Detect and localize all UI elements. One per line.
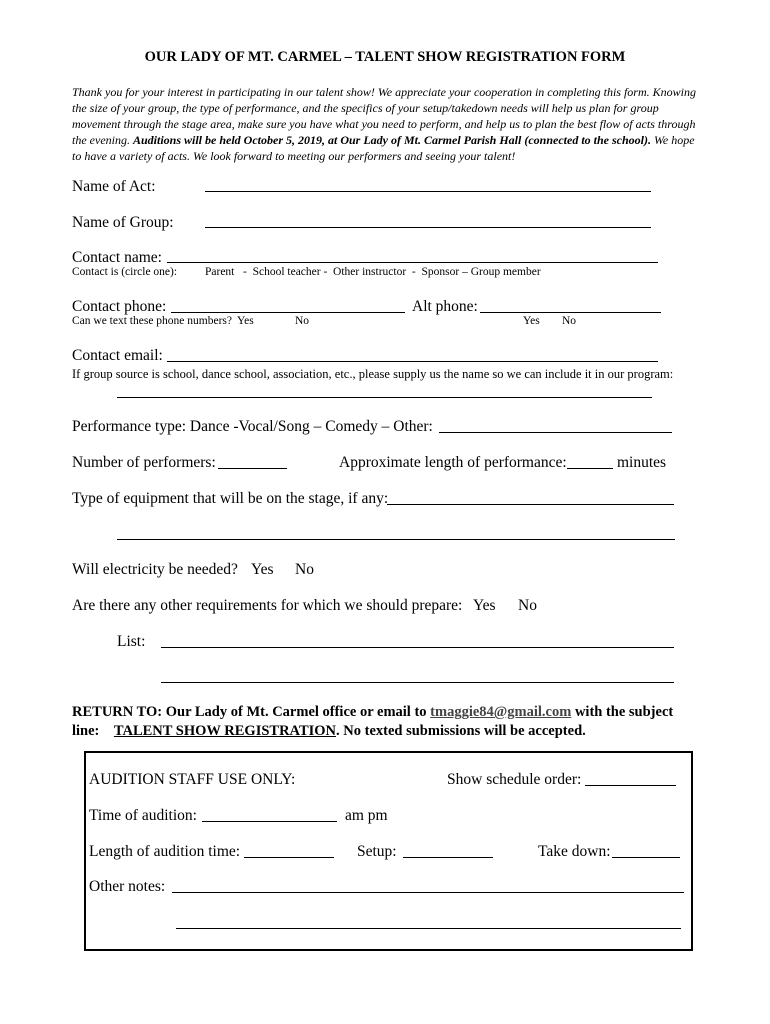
take-down-field[interactable] bbox=[612, 857, 680, 858]
group-source-note: If group source is school, dance school, association, etc., please supply us the name so we can include it in our program: bbox=[72, 367, 674, 381]
time-of-audition-field[interactable] bbox=[202, 821, 337, 822]
contact-role-options[interactable]: Parent - School teacher - Other instructor - Sponsor – Group member bbox=[205, 266, 541, 278]
length-of-audition-field[interactable] bbox=[244, 857, 334, 858]
other-notes-label: Other notes: bbox=[89, 878, 166, 895]
intro-paragraph bbox=[72, 84, 704, 164]
return-email-link[interactable]: tmaggie84@gmail.com bbox=[430, 704, 572, 720]
alt-phone-label: Alt phone: bbox=[412, 298, 478, 315]
contact-text-yes[interactable]: Yes bbox=[237, 315, 254, 327]
equipment-field[interactable] bbox=[387, 504, 674, 505]
alt-phone-field[interactable] bbox=[480, 312, 661, 313]
list-field-2[interactable] bbox=[161, 682, 674, 683]
name-of-group-field[interactable] bbox=[205, 227, 651, 228]
list-field[interactable] bbox=[161, 647, 674, 648]
other-notes-field-2[interactable] bbox=[176, 928, 681, 929]
return-instructions bbox=[72, 703, 712, 741]
performance-other-field[interactable] bbox=[439, 432, 672, 433]
text-question: Can we text these phone numbers? bbox=[72, 315, 232, 327]
form-title: OUR LADY OF MT. CARMEL – TALENT SHOW REGISTRATION FORM bbox=[144, 49, 626, 65]
time-of-audition-label: Time of audition: bbox=[89, 807, 197, 824]
list-label: List: bbox=[117, 633, 146, 650]
other-requirements-no[interactable]: No bbox=[518, 597, 537, 614]
return-middle: with the subject line: bbox=[72, 704, 674, 739]
group-source-field[interactable] bbox=[117, 397, 652, 398]
contact-name-label: Contact name: bbox=[72, 249, 162, 266]
subject-line: TALENT SHOW REGISTRATION bbox=[113, 723, 337, 739]
equipment-label: Type of equipment that will be on the stage, if any: bbox=[72, 490, 389, 507]
performance-type-label: Performance type: Dance -Vocal/Song – Comedy – Other: bbox=[72, 418, 433, 435]
name-of-group-label: Name of Group: bbox=[72, 214, 174, 231]
number-of-performers-field[interactable] bbox=[218, 468, 287, 469]
contact-email-label: Contact email: bbox=[72, 347, 163, 364]
staff-heading: AUDITION STAFF USE ONLY: bbox=[89, 771, 296, 788]
contact-text-no[interactable]: No bbox=[295, 315, 310, 327]
other-requirements-yes[interactable]: Yes bbox=[473, 597, 496, 614]
audition-info: Auditions will be held October 5, 2019, at Our Lady of Mt. Carmel Parish Hall (connected to the school). bbox=[132, 133, 651, 147]
electricity-yes[interactable]: Yes bbox=[251, 561, 274, 578]
am-pm-options[interactable]: am pm bbox=[345, 807, 388, 824]
contact-name-field[interactable] bbox=[167, 262, 658, 263]
equipment-field-2[interactable] bbox=[117, 539, 675, 540]
approx-length-label: Approximate length of performance: bbox=[339, 454, 567, 471]
name-of-act-label: Name of Act: bbox=[72, 178, 156, 195]
electricity-no[interactable]: No bbox=[295, 561, 314, 578]
alt-text-no[interactable]: No bbox=[562, 315, 577, 327]
intro-text: Thank you for your interest in participating in our talent show! We appreciate your cooperation in completing this form. Knowing the size of your group, the type of performance, and the specifics of your setup/takedown needs will help us plan for group movement through the stage area, make sure you have what you need to perform, and help us to plan the best flow of acts through the evening. bbox=[72, 85, 696, 147]
show-order-label: Show schedule order: bbox=[447, 771, 582, 788]
show-order-field[interactable] bbox=[585, 785, 676, 786]
length-of-audition-label: Length of audition time: bbox=[89, 843, 241, 860]
setup-label: Setup: bbox=[357, 843, 397, 860]
alt-text-yes[interactable]: Yes bbox=[523, 315, 540, 327]
contact-is-label: Contact is (circle one): bbox=[72, 266, 178, 278]
return-suffix: . No texted submissions will be accepted. bbox=[336, 723, 586, 739]
take-down-label: Take down: bbox=[538, 843, 611, 860]
contact-email-field[interactable] bbox=[167, 361, 658, 362]
other-notes-field[interactable] bbox=[172, 892, 684, 893]
electricity-label: Will electricity be needed? bbox=[72, 561, 238, 578]
intro-closing: We hope to have a variety of acts. We look forward to meeting our performers and seeing your talent! bbox=[72, 133, 695, 163]
contact-phone-field[interactable] bbox=[171, 312, 405, 313]
number-of-performers-label: Number of performers: bbox=[72, 454, 216, 471]
name-of-act-field[interactable] bbox=[205, 191, 651, 192]
return-prefix: RETURN TO: Our Lady of Mt. Carmel office or email to bbox=[72, 704, 431, 720]
setup-field[interactable] bbox=[403, 857, 493, 858]
contact-phone-label: Contact phone: bbox=[72, 298, 167, 315]
approx-length-field[interactable] bbox=[567, 468, 613, 469]
other-requirements-label: Are there any other requirements for which we should prepare: bbox=[72, 597, 463, 614]
minutes-label: minutes bbox=[617, 454, 667, 471]
